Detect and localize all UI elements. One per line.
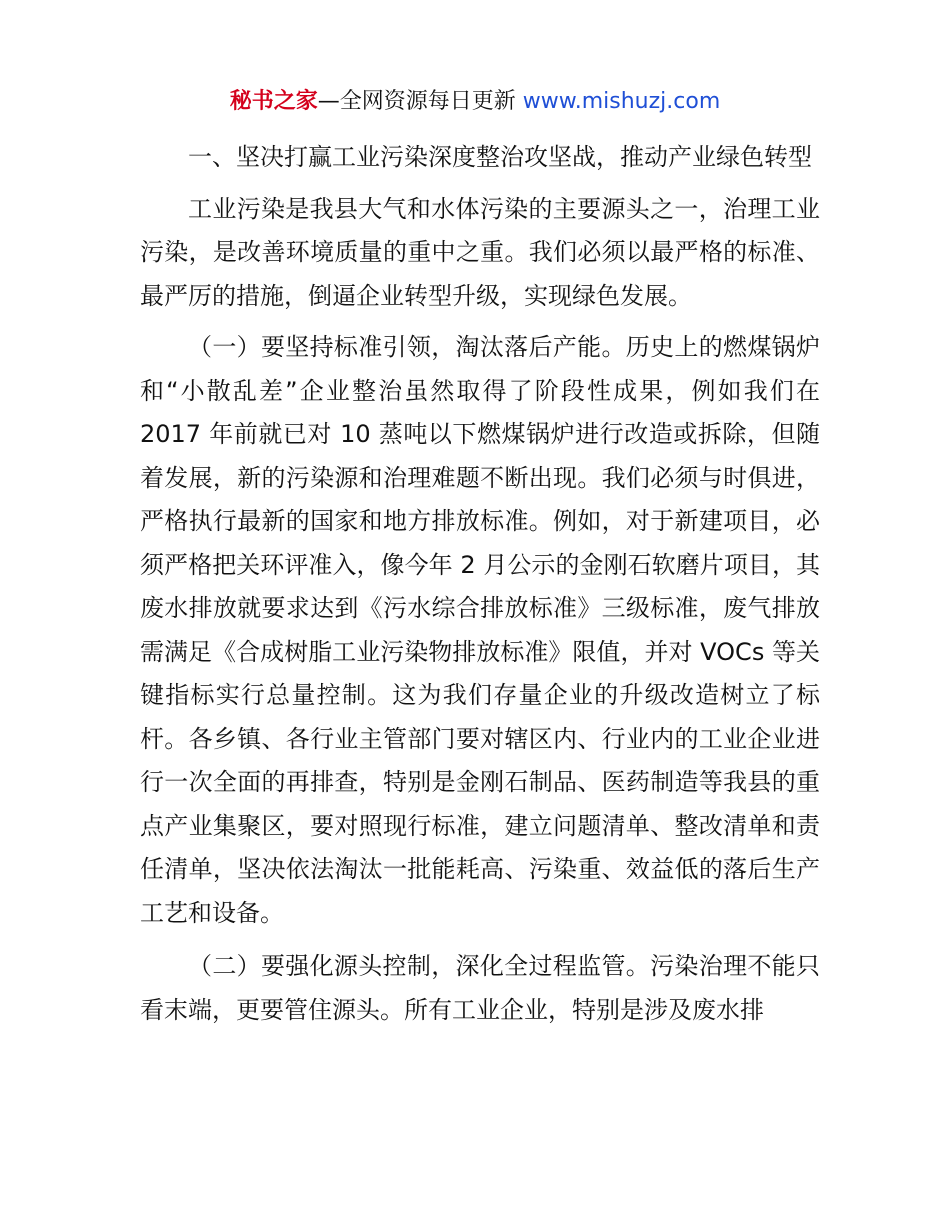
paragraph-point-two: （二）要强化源头控制，深化全过程监管。污染治理不能只看末端，更要管住源头。所有工业企业，特别是涉及废水排 [140,952,820,1024]
document-body [140,136,820,1032]
header-slogan: —全网资源每日更新 [317,89,523,114]
brand-name: 秘书之家 [229,89,318,114]
section-heading: 一、坚决打赢工业污染深度整治攻坚战，推动产业绿色转型 [188,143,812,171]
site-url-link[interactable]: www.mishuzj.com [522,89,721,114]
paragraph-point-one: （一）要坚持标准引领，淘汰落后产能。历史上的燃煤锅炉和“小散乱差”企业整治虽然取得了阶段性成果，例如我们在 2017 年前就已对 10 蒸吨以下燃煤锅炉进行改造或拆除，但随着发展，新的污染源和治理难题不断出现。我们必须与时俱进，严格执行最新的国家和地方排放标准。例如，对于新建项目，必须严格把关环评准入，像今年 2 月公示的金刚石软磨片项目，其废水排放就要求达到《污水综合排放标准》三级标准，废气排放需满足《合成树脂工业污染物排放标准》限值，并对 VOCs 等关键指标实行总量控制。这为我们存量企业的升级改造树立了标杆。各乡镇、各行业主管部门要对辖区内、行业内的工业企业进行一次全面的再排查，特别是金刚石制品、医药制造等我县的重点产业集聚区，要对照现行标准，建立问题清单、整改清单和责任清单，坚决依法淘汰一批能耗高、污染重、效益低的落后生产工艺和设备。 [140,333,820,927]
site-header [0,86,950,118]
paragraph-intro: 工业污染是我县大气和水体污染的主要源头之一，治理工业污染，是改善环境质量的重中之重。我们必须以最严格的标准、最严厉的措施，倒逼企业转型升级，实现绿色发展。 [140,194,820,310]
